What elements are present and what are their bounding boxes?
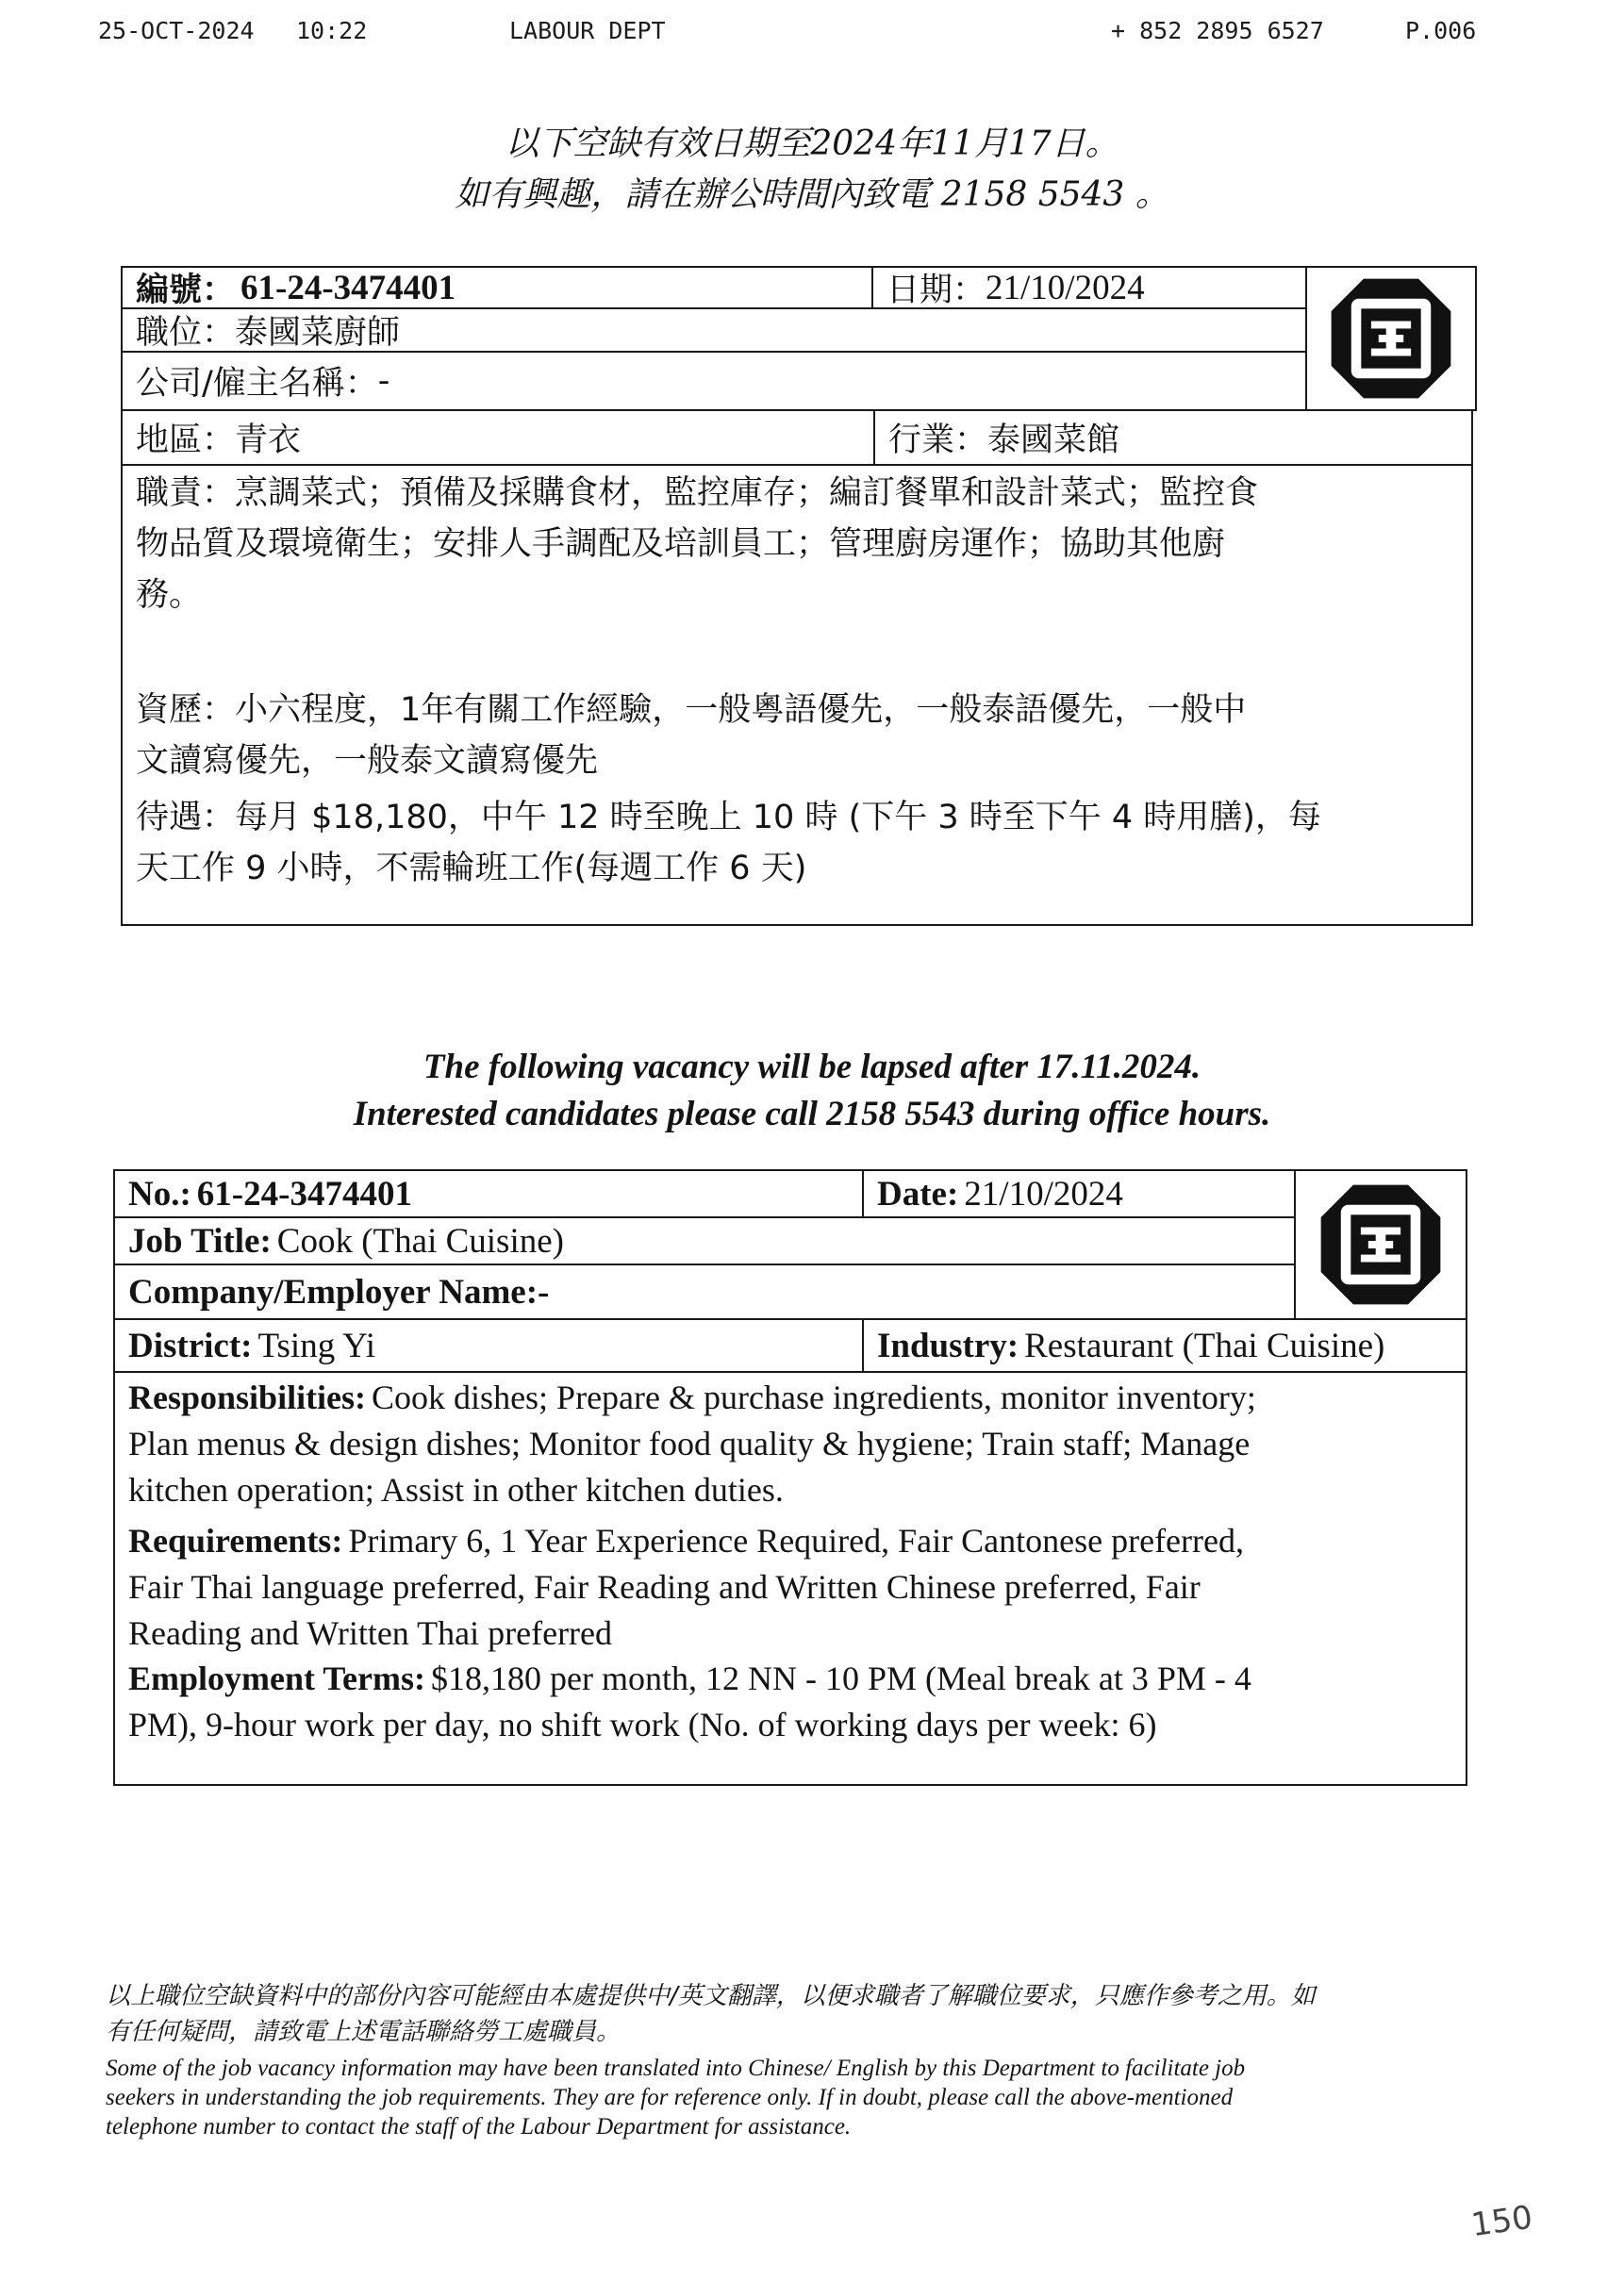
zh-duties-line: 物品質及環境衛生；安排人手調配及培訓員工；管理廚房運作；協助其他廚 — [136, 525, 1226, 563]
zh-title-cell — [121, 307, 1307, 353]
zh-no-value: 61-24-3474401 — [240, 268, 456, 307]
en-employment-terms — [115, 1654, 1466, 1750]
disclaimer-zh-line: 有任何疑問，請致電上述電話聯絡勞工處職員。 — [106, 2018, 621, 2046]
en-no-cell — [113, 1169, 864, 1218]
fax-department: LABOUR DEPT — [509, 17, 666, 44]
zh-details-box — [121, 464, 1473, 926]
disclaimer-en-line: telephone number to contact the staff of the Labour Department for assistance. — [106, 2114, 852, 2139]
en-req-label: Requirements: — [128, 1522, 343, 1560]
zh-company-value: - — [377, 362, 390, 400]
labour-dept-logo — [1305, 266, 1477, 411]
disclaimer-en-line: Some of the job vacancy information may have been translated into Chinese/ English by this Department to facilitate job — [106, 2056, 1246, 2081]
zh-no-label: 編號： — [136, 272, 236, 309]
en-industry-value: Restaurant (Thai Cuisine) — [1024, 1326, 1385, 1365]
en-notice-line2: Interested candidates please call 2158 5543 during office hours. — [353, 1095, 1271, 1133]
zh-company-label: 公司/僱主名稱： — [136, 365, 378, 403]
zh-terms-line: 每月 $18,180，中午 12 時至晚上 10 時 (下午 3 時至下午 4 時用膳)，每 — [235, 799, 1321, 836]
en-no-value: 61-24-3474401 — [196, 1174, 412, 1214]
zh-district-value: 青衣 — [235, 421, 302, 459]
zh-date-cell — [871, 266, 1307, 309]
zh-terms — [123, 790, 1471, 896]
zh-qual-line: 小六程度，1年有關工作經驗，一般粵語優先，一般泰語優先，一般中 — [235, 691, 1247, 729]
zh-title-label: 職位： — [136, 314, 236, 352]
zh-industry-label: 行業： — [888, 421, 988, 459]
zh-terms-label: 待遇： — [136, 799, 236, 836]
disclaimer-zh-line: 以上職位空缺資料中的部份內容可能經由本處提供中/英文翻譯，以便求職者了解職位要求，只應作參考之用。如 — [106, 1982, 1316, 2010]
zh-notice-line1: 以下空缺有效日期至2024年11月17日。 — [505, 124, 1119, 163]
en-title-cell — [113, 1216, 1296, 1265]
zh-qual-line: 文讀寫優先，一般泰文讀寫優先 — [136, 742, 599, 780]
zh-district-cell — [121, 409, 875, 466]
zh-date-value: 21/10/2024 — [986, 268, 1145, 307]
labour-dept-logo-en — [1294, 1169, 1467, 1320]
en-company-cell — [113, 1264, 1296, 1320]
en-req-line: Fair Thai language preferred, Fair Reading and Written Chinese preferred, Fair — [128, 1568, 1201, 1606]
disclaimer-en-line: seekers in understanding the job requirements. They are for reference only. If in doubt, please call the above-mentioned — [106, 2085, 1234, 2110]
labour-dept-logo-icon — [1329, 276, 1453, 401]
en-resp-line: Cook dishes; Prepare & purchase ingredients, monitor inventory; — [372, 1379, 1256, 1416]
zh-qual-label: 資歷： — [136, 691, 236, 729]
page-number: 150 — [1468, 2198, 1535, 2245]
en-resp-line: kitchen operation; Assist in other kitchen duties. — [128, 1471, 784, 1509]
zh-company-cell — [121, 351, 1307, 411]
en-no-label: No.: — [128, 1174, 191, 1214]
en-responsibilities — [115, 1373, 1466, 1515]
en-title-value: Cook (Thai Cuisine) — [276, 1221, 564, 1261]
en-date-cell — [862, 1169, 1296, 1218]
en-req-line: Reading and Written Thai preferred — [128, 1614, 613, 1652]
zh-district-label: 地區： — [136, 421, 236, 459]
en-notice-line1: The following vacancy will be lapsed after 17.11.2024. — [423, 1048, 1201, 1086]
zh-industry-cell — [873, 409, 1473, 466]
zh-date-label: 日期： — [887, 272, 986, 309]
zh-duties-line: 烹調菜式；預備及採購食材，監控庫存；編訂餐單和設計菜式；監控食 — [235, 474, 1259, 512]
zh-qualifications — [123, 683, 1471, 788]
en-industry-cell — [862, 1318, 1467, 1373]
zh-duties — [123, 466, 1471, 622]
en-date-label: Date: — [877, 1174, 959, 1214]
en-terms-label: Employment Terms: — [128, 1660, 425, 1697]
zh-notice-line2: 如有興趣，請在辦公時間內致電 2158 5543 。 — [455, 175, 1169, 214]
en-district-value: Tsing Yi — [257, 1326, 376, 1365]
en-district-label: District: — [128, 1326, 253, 1365]
fax-page: P.006 — [1405, 17, 1477, 44]
disclaimer — [106, 1978, 1445, 2141]
fax-phone: + 852 2895 6527 — [1111, 17, 1324, 44]
labour-dept-logo-icon — [1318, 1182, 1443, 1307]
en-req-line: Primary 6, 1 Year Experience Required, Fair Cantonese preferred, — [348, 1522, 1244, 1560]
zh-no-cell — [121, 266, 873, 309]
zh-duties-line: 務。 — [136, 576, 203, 614]
zh-title-value: 泰國菜廚師 — [235, 314, 401, 352]
en-title-label: Job Title: — [128, 1221, 272, 1261]
zh-industry-value: 泰國菜館 — [987, 421, 1120, 459]
en-district-cell — [113, 1318, 864, 1373]
en-date-value: 21/10/2024 — [964, 1174, 1123, 1214]
zh-terms-line: 天工作 9 小時，不需輪班工作(每週工作 6 天) — [136, 850, 807, 887]
en-company-label: Company/Employer Name: — [128, 1272, 539, 1312]
en-terms-line: PM), 9-hour work per day, no shift work (No. of working days per week: 6) — [128, 1706, 1157, 1743]
zh-duties-label: 職責： — [136, 474, 236, 512]
en-resp-line: Plan menus & design dishes; Monitor food quality & hygiene; Train staff; Manage — [128, 1425, 1251, 1462]
en-terms-line: $18,180 per month, 12 NN - 10 PM (Meal break at 3 PM - 4 — [431, 1660, 1251, 1697]
en-requirements — [115, 1516, 1466, 1659]
fax-date: 25-OCT-2024 — [98, 17, 255, 44]
en-company-value: - — [538, 1272, 550, 1312]
en-details-box — [113, 1371, 1467, 1786]
en-resp-label: Responsibilities: — [128, 1379, 367, 1416]
fax-time: 10:22 — [296, 17, 368, 44]
en-industry-label: Industry: — [877, 1326, 1019, 1365]
